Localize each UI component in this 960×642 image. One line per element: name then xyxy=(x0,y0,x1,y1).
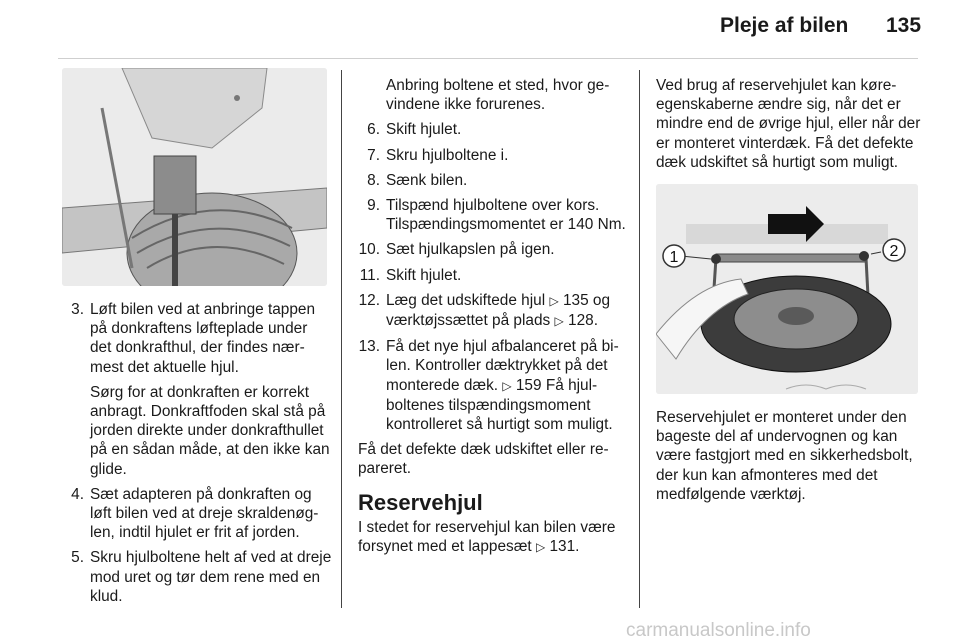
step-text: Sæt hjulkapslen på igen. xyxy=(386,241,555,259)
header-divider xyxy=(58,58,918,59)
column-divider xyxy=(639,70,640,608)
step-text: Skift hjulet. xyxy=(386,266,462,284)
page-reference[interactable]: 159 xyxy=(515,376,542,394)
step-number: 10. xyxy=(358,241,380,259)
column-3 xyxy=(656,76,922,510)
list-item xyxy=(358,266,628,285)
callout-label-2: 2 xyxy=(889,243,899,261)
list-item xyxy=(62,548,332,606)
step-text: og værktøjssættet på plads xyxy=(386,291,611,330)
step-text: Skru hjulboltene helt af ved at dreje mod uret og tør dem rene med en klud. xyxy=(90,549,332,605)
page-title: Pleje af bilen xyxy=(720,14,849,37)
page-reference[interactable]: 128. xyxy=(568,312,598,330)
jack-illustration-drawing xyxy=(62,68,327,286)
page-number: 135 xyxy=(886,14,922,37)
spare-wheel-illustration xyxy=(656,184,918,394)
jack-illustration xyxy=(62,68,327,286)
page-ref-arrow-icon: ▷ xyxy=(502,378,512,393)
step-number: 13. xyxy=(358,338,380,356)
step-number: 6. xyxy=(367,121,380,139)
step-number: 12. xyxy=(358,291,380,309)
step-number: 11. xyxy=(359,266,380,284)
step-number: 8. xyxy=(367,171,380,189)
step-text: Få hjulboltenes tilspændingsmoment kontrolleret så hurtigt som muligt. xyxy=(386,376,613,434)
page-reference[interactable]: 135 xyxy=(562,291,589,309)
steps-list-col1 xyxy=(62,300,332,377)
step-text: Skift hjulet. xyxy=(386,121,462,139)
spare-wheel-drawing xyxy=(656,184,918,394)
column-1 xyxy=(62,68,332,612)
list-item xyxy=(358,146,628,165)
step-text: Sæt adapteren på donkraften og løft bilen ved at dreje skraldenøglen, indtil hjulet er frit af jorden. xyxy=(90,485,319,542)
page-ref-arrow-icon: ▷ xyxy=(554,314,564,329)
section-text: I stedet for reservehjul kan bilen være forsynet med et lappesæt xyxy=(358,518,616,556)
step-number: 9. xyxy=(367,197,380,215)
step-text: Få det nye hjul afbalanceret på bilen. Kontroller dæktrykket på det monterede dæk. xyxy=(386,338,619,394)
list-item xyxy=(358,196,628,234)
step-text: Sænk bilen. xyxy=(386,171,468,189)
step-text: Løft bilen ved at anbringe tappen på donkraftens løfteplade under det donkrafthul, der findes nærmest det aktuelle hjul. xyxy=(90,301,316,376)
column-2 xyxy=(358,76,628,563)
page-ref-arrow-icon: ▷ xyxy=(535,540,546,555)
step-number: 4. xyxy=(71,485,84,503)
steps-list-col2 xyxy=(358,120,628,434)
callout-label-1: 1 xyxy=(669,249,679,267)
step-text: Skru hjulboltene i. xyxy=(386,146,509,164)
list-item xyxy=(62,485,332,543)
section-paragraph xyxy=(358,518,628,557)
list-item xyxy=(358,291,628,331)
list-item xyxy=(358,240,628,259)
list-item xyxy=(358,337,628,434)
page-reference[interactable]: 131. xyxy=(549,538,580,556)
steps-list-col1-continued xyxy=(62,485,332,606)
closing-paragraph: Få det defekte dæk udskiftet eller repareret. xyxy=(358,441,609,478)
spare-wheel-location: Reservehjulet er monteret under den bageste del af undervognen og kan være fastgjort med en sikkerhedsbolt, der kun kan afmonteres med det medfølgende værktøj. xyxy=(656,409,913,503)
step-3-note: Sørg for at donkraften er korrekt anbragt. Donkraftfoden skal stå på jorden direkte under donkrafthullet på en sådan måde, at den ikke kan glide. xyxy=(90,383,330,478)
list-item xyxy=(358,120,628,139)
page-ref-arrow-icon: ▷ xyxy=(549,293,559,308)
step-text: Tilspænd hjulboltene over kors. Tilspændingsmomentet er 140 Nm. xyxy=(386,197,626,234)
step-number: 3. xyxy=(71,301,84,318)
section-heading: Reservehjul xyxy=(358,489,483,515)
step-number: 7. xyxy=(367,146,380,164)
list-item xyxy=(358,171,628,190)
spare-wheel-note: Ved brug af reservehjulet kan køreegenskaberne ændre sig, når det er mindre end de øvrige hjul, eller når der er monteret vinterdæk. Få det defekte dæk udskiftet så hurtigt som muligt. xyxy=(656,77,921,171)
step-number: 5. xyxy=(71,549,84,567)
list-item xyxy=(62,300,332,377)
column-divider xyxy=(341,70,342,608)
step-text: Læg det udskiftede hjul xyxy=(386,291,546,309)
watermark: carmanualsonline.info xyxy=(626,620,811,641)
step-5-continuation: Anbring boltene et sted, hvor gevindene ikke forurenes. xyxy=(386,77,610,114)
